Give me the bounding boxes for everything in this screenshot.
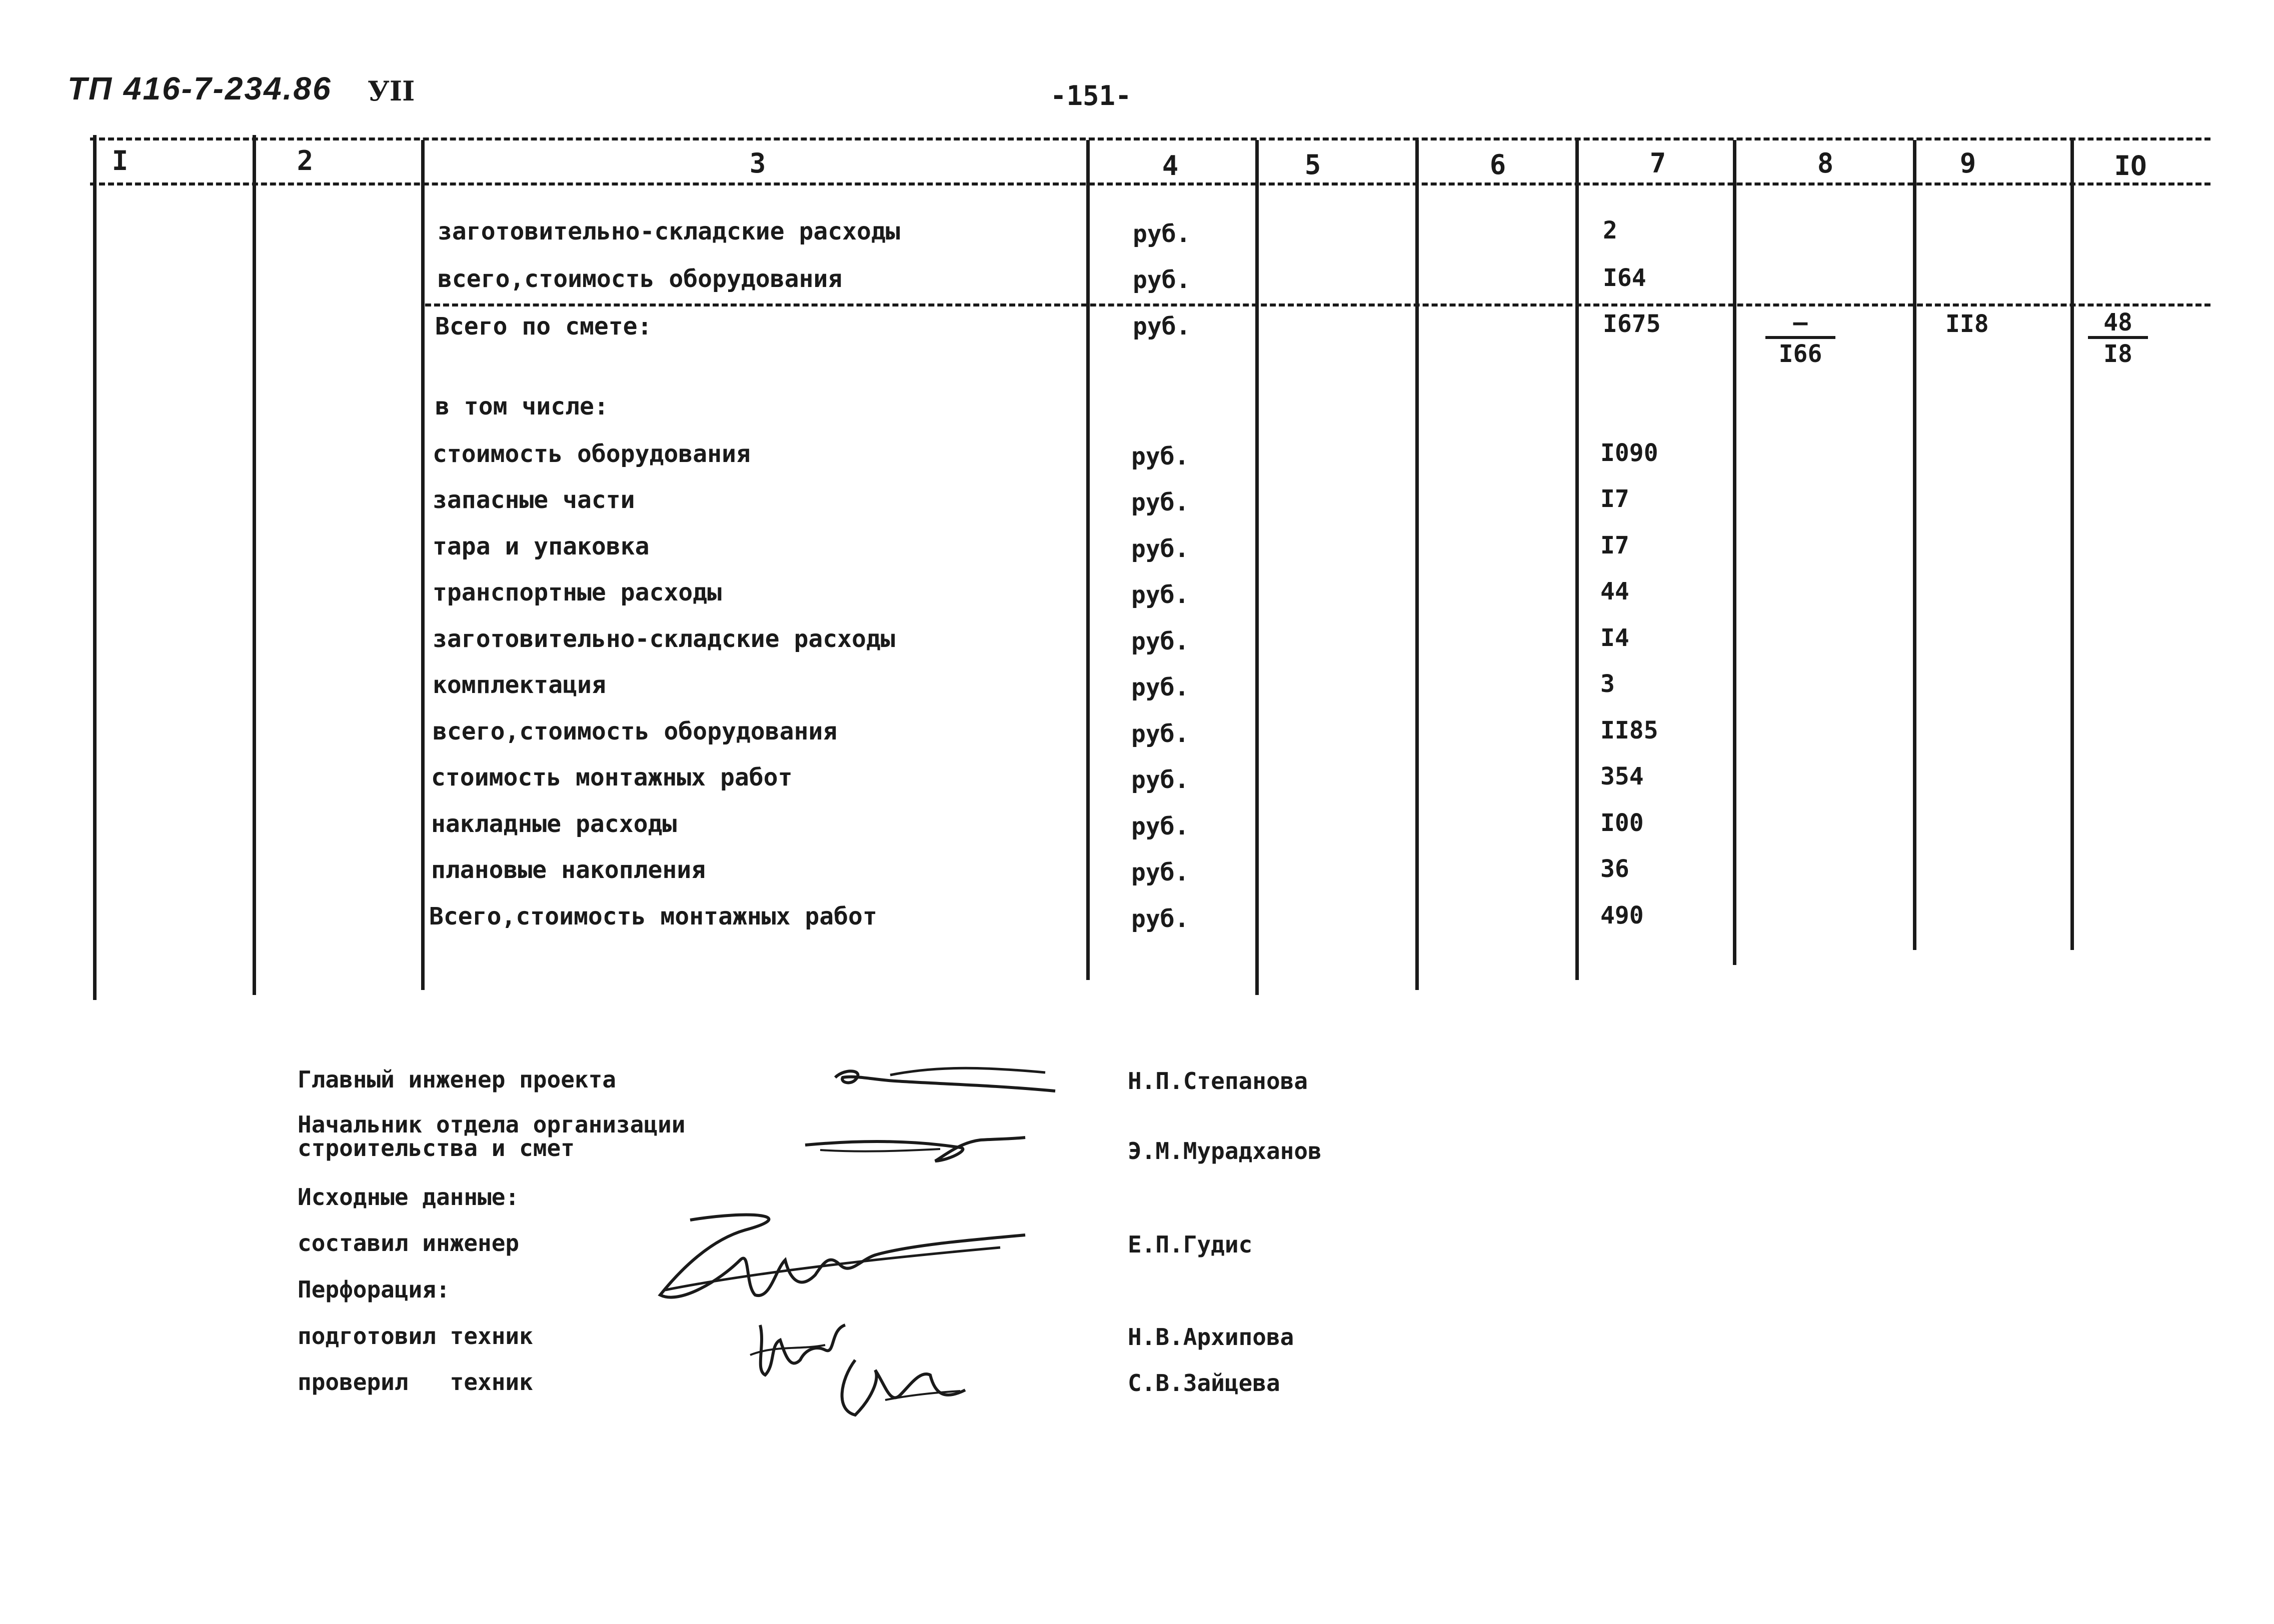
table-row-name: Всего,стоимость монтажных работ <box>429 902 877 930</box>
table-row-name: в том числе: <box>435 392 609 420</box>
table-row-unit: руб. <box>1133 220 1191 248</box>
column-header-2: 2 <box>297 145 314 176</box>
table-vline-4 <box>1255 140 1259 995</box>
table-row-unit: руб. <box>1131 766 1189 794</box>
table-total-rule <box>425 304 2210 306</box>
table-row-name: заготовительно-складские расходы <box>433 625 895 653</box>
table-row-col7: I7 <box>1600 485 1629 513</box>
table-vline-6 <box>1575 140 1579 980</box>
table-vline-3 <box>1086 140 1090 980</box>
signature-zaitseva <box>825 1350 970 1425</box>
table-row-col7: 2 <box>1603 216 1617 244</box>
chief-engineer-name: Н.П.Степанова <box>1128 1068 1308 1094</box>
fraction-denominator: I66 <box>1778 340 1822 368</box>
table-row-unit: руб. <box>1131 628 1189 656</box>
table-vline-5 <box>1415 140 1419 990</box>
dept-head-title-line2: строительства и смет <box>298 1134 575 1162</box>
table-row-name: всего,стоимость оборудования <box>438 265 843 293</box>
table-row-name: накладные расходы <box>431 810 677 838</box>
table-row-col7: I7 <box>1600 532 1629 560</box>
table-row-unit: руб. <box>1131 442 1189 470</box>
table-row-col9: II8 <box>1945 310 1989 338</box>
table-vline-2 <box>421 140 425 990</box>
table-row-name: транспортные расходы <box>433 578 722 606</box>
table-row-col7: 3 <box>1600 670 1615 698</box>
table-vline-7 <box>1733 140 1736 965</box>
table-row-unit: руб. <box>1131 535 1189 563</box>
table-vline-0 <box>93 135 97 1000</box>
prepared-by-title: подготовил техник <box>298 1322 533 1350</box>
column-header-9: 9 <box>1959 148 1976 179</box>
column-header-5: 5 <box>1304 149 1321 180</box>
perforation-label: Перфорация: <box>298 1276 450 1303</box>
page-number: -151- <box>1050 80 1132 112</box>
source-data-label: Исходные данные: <box>298 1184 520 1210</box>
column-header-7: 7 <box>1649 148 1666 179</box>
table-row-col10-fraction <box>2088 309 2148 369</box>
table-row-unit: руб. <box>1131 720 1189 748</box>
table-row-name: запасные части <box>433 486 635 514</box>
signature-stepanova <box>825 1055 1065 1100</box>
table-row-unit: руб. <box>1131 858 1189 886</box>
table-row-unit: руб. <box>1131 581 1189 609</box>
checked-by-title: проверил техник <box>298 1368 533 1396</box>
table-row-name: Всего по смете: <box>435 312 652 340</box>
table-row-col7: 490 <box>1600 902 1644 930</box>
column-header-6: 6 <box>1489 149 1506 180</box>
table-row-unit: руб. <box>1131 488 1189 516</box>
table-row-name: тара и упаковка <box>433 532 650 560</box>
document-code: ТП 416-7-234.86 <box>68 70 332 106</box>
table-row-name: плановые накопления <box>431 856 706 884</box>
dept-head-name: Э.М.Мурадханов <box>1128 1138 1322 1164</box>
signature-gudis <box>650 1200 1030 1320</box>
table-row-col7: I00 <box>1600 809 1644 837</box>
fraction-numerator: – <box>1765 309 1835 339</box>
table-row-col7: I4 <box>1600 624 1629 652</box>
table-row-unit: руб. <box>1131 674 1189 702</box>
table-row-name: заготовительно-складские расходы <box>438 218 900 246</box>
chief-engineer-title: Главный инженер проекта <box>298 1066 616 1093</box>
table-header-rule <box>90 182 2210 186</box>
dept-head-title-line1: Начальник отдела организации <box>298 1111 686 1138</box>
table-row-col7: I675 <box>1603 310 1661 338</box>
table-row-col7: 354 <box>1600 762 1644 790</box>
table-row-name: комплектация <box>433 671 606 699</box>
column-header-8: 8 <box>1817 148 1834 179</box>
fraction-numerator: 48 <box>2088 309 2148 339</box>
table-top-rule <box>90 138 2210 140</box>
table-vline-9 <box>2070 140 2074 950</box>
table-row-col7: II85 <box>1600 716 1658 744</box>
column-header-1: I <box>112 145 129 176</box>
column-header-10: IO <box>2114 150 2147 182</box>
signature-muradkhanov <box>800 1125 1030 1170</box>
table-row-col7: 36 <box>1600 855 1629 883</box>
compiled-by-name: Е.П.Гудис <box>1128 1231 1253 1258</box>
table-vline-8 <box>1913 140 1916 950</box>
checked-by-name: С.В.Зайцева <box>1128 1370 1280 1396</box>
column-header-3: 3 <box>749 148 766 179</box>
table-row-unit: руб. <box>1133 312 1191 340</box>
table-row-col8-fraction <box>1765 309 1835 369</box>
table-row-name: стоимость оборудования <box>433 440 751 468</box>
table-row-unit: руб. <box>1131 812 1189 840</box>
document-section: УІІ <box>368 75 415 107</box>
prepared-by-name: Н.В.Архипова <box>1128 1324 1294 1350</box>
table-row-col7: I64 <box>1603 264 1646 292</box>
table-row-unit: руб. <box>1133 266 1191 294</box>
table-row-name: стоимость монтажных работ <box>431 764 793 792</box>
table-row-col7: 44 <box>1600 578 1629 606</box>
table-row-name: всего,стоимость оборудования <box>433 718 838 746</box>
table-vline-1 <box>253 135 256 995</box>
table-row-col7: I090 <box>1600 439 1658 467</box>
table-row-unit: руб. <box>1131 905 1189 933</box>
compiled-by-title: составил инженер <box>298 1230 520 1256</box>
fraction-denominator: I8 <box>2103 340 2132 368</box>
column-header-4: 4 <box>1162 150 1179 182</box>
